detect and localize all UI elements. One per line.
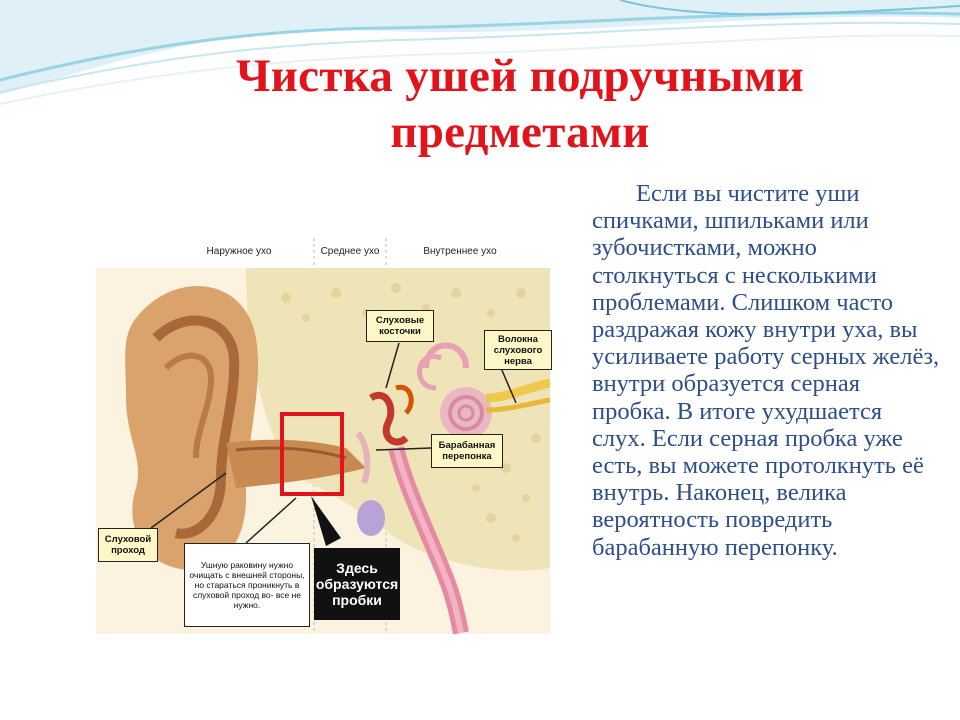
section-inner-ear-label: Внутреннее ухо [423, 246, 497, 257]
eardrum-callout: Барабанная перепонка [431, 434, 503, 468]
slide-body-text: Если вы чистите уши спичками, шпильками или зубочистками, можно столкнуться с несколькими проблемами. Слишком часто раздражая кожу внутри уха, вы усиливаете работу серных желёз, внутри образуется серная пробка. В итоге ухудшается слух. Если серная пробка уже есть, вы можете протолкнуть её внутрь. Наконец, велика вероятность повредить барабанную перепонку. [592, 180, 940, 561]
section-middle-ear-label: Среднее ухо [320, 246, 380, 257]
ear-anatomy-diagram [96, 238, 550, 634]
cleaning-advice-note: Ушную раковину нужно очищать с внешней стороны, но стараться проникнуть в слуховой проход во- все не нужно. [184, 543, 310, 627]
auditory-nerve-callout: Волокна слухового нерва [484, 330, 552, 370]
ear-canal-callout: Слуховой проход [98, 528, 158, 562]
earwax-plug-callout: Здесь образуются пробки [314, 548, 400, 620]
section-outer-ear-label: Наружное ухо [206, 246, 272, 257]
ossicles-callout: Слуховые косточки [366, 310, 434, 342]
slide-title: Чистка ушей подручными предметами [235, 50, 804, 158]
